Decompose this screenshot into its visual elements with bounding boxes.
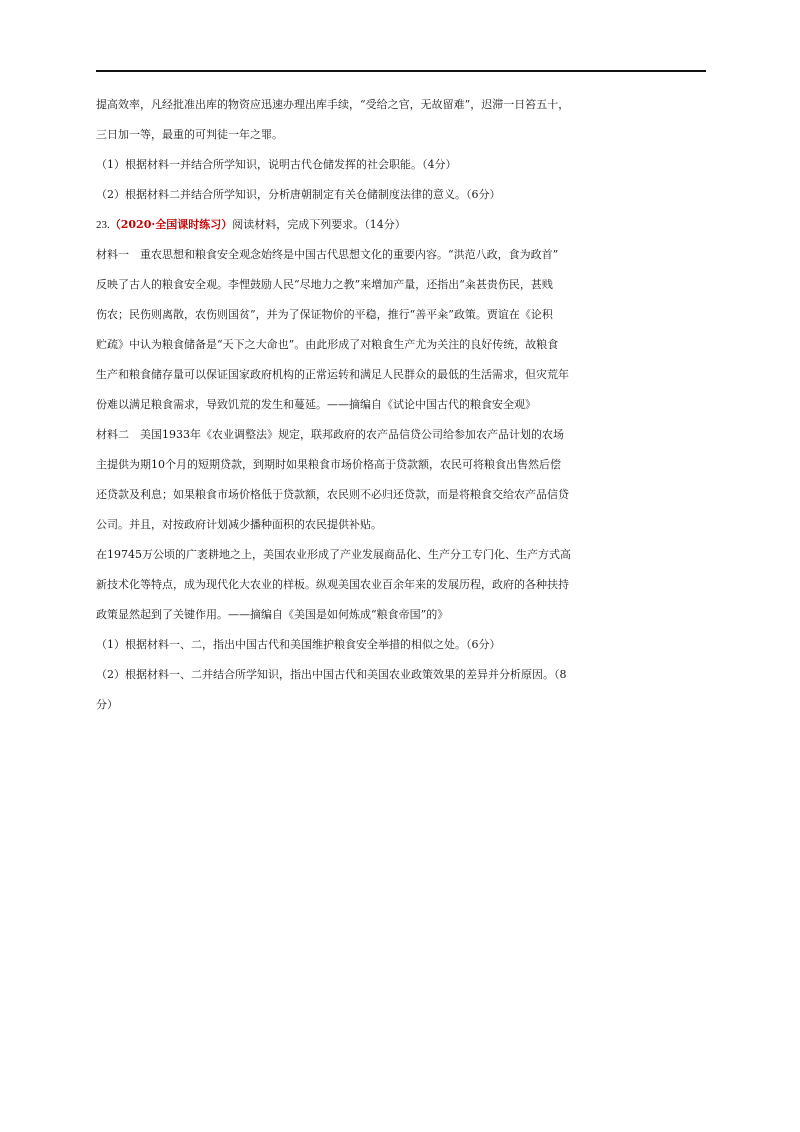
material-two-line: 材料二 美国1933年《农业调整法》规定，联邦政府的农产品信贷公司给参加农产品计划的农场 — [96, 428, 564, 441]
question-number: 23. — [96, 219, 110, 231]
question-source-tag: （2020·全国课时练习） — [109, 218, 233, 231]
text-line: 三日加一等，最重的可判徒一年之罪。 — [96, 128, 283, 141]
material-one-line: 材料一 重农思想和粮食安全观念始终是中国古代思想文化的重要内容。“洪范八政，食为政首” — [96, 248, 559, 261]
material-two-citation: 政策显然起到了关键作用。——摘编自《美国是如何炼成“粮食帝国”的》 — [96, 608, 449, 621]
material-two-line: 主提供为期10个月的短期贷款，到期时如果粮食市场价格高于贷款额，农民可将粮食出售然后偿 — [96, 458, 561, 471]
text-line: 提高效率，凡经批准出库的物资应迅速办理出库手续，“受给之官，无故留难”，迟滞一日笞五十， — [96, 98, 570, 111]
question-22-part-2: （2）根据材料二并结合所学知识，分析唐朝制定有关仓储制度法律的意义。（6分） — [96, 188, 501, 201]
header-rule — [96, 70, 706, 72]
material-one-line: 反映了古人的粮食安全观。李悝鼓励人民“尽地力之教”来增加产量，还指出“籴甚贵伤民，甚贱 — [96, 278, 553, 291]
material-one-line: 生产和粮食储存量可以保证国家政府机构的正常运转和满足人民群众的最低的生活需求，但灾荒年 — [96, 368, 569, 381]
material-two-line: 在19745万公顷的广袤耕地之上，美国农业形成了产业发展商品化、生产分工专门化、生产方式高 — [96, 548, 571, 561]
material-two-line: 公司。并且，对按政府计划减少播种面积的农民提供补贴。 — [96, 518, 382, 531]
material-one-line: 伤农；民伤则离散，农伤则国贫”，并为了保证物价的平稳，推行“善平籴”政策。贾谊在《论积 — [96, 308, 553, 321]
question-23-heading — [96, 210, 712, 240]
question-22-part-1: （1）根据材料一并结合所学知识，说明古代仓储发挥的社会职能。（4分） — [96, 158, 457, 171]
material-two-line: 还贷款及利息；如果粮食市场价格低于贷款额，农民则不必归还贷款，而是将粮食交给农产品信贷 — [96, 488, 569, 501]
question-prompt: 阅读材料，完成下列要求。（14分） — [232, 218, 406, 231]
document-body — [96, 90, 712, 720]
material-two-line: 新技术化等特点，成为现代化大农业的样板。纵观美国农业百余年来的发展历程，政府的各种扶持 — [96, 578, 569, 591]
question-23-part-2-continued: 分） — [96, 698, 118, 711]
material-one-citation: 份难以满足粮食需求，导致饥荒的发生和蔓延。——摘编自《试论中国古代的粮食安全观》 — [96, 398, 536, 411]
material-one-line: 贮疏》中认为粮食储备是“天下之大命也”。由此形成了对粮食生产尤为关注的良好传统，故粮食 — [96, 338, 559, 351]
question-23-part-1: （1）根据材料一、二，指出中国古代和美国维护粮食安全举措的相似之处。（6分） — [96, 638, 501, 651]
question-23-part-2: （2）根据材料一、二并结合所学知识，指出中国古代和美国农业政策效果的差异并分析原因。（8 — [96, 668, 567, 681]
